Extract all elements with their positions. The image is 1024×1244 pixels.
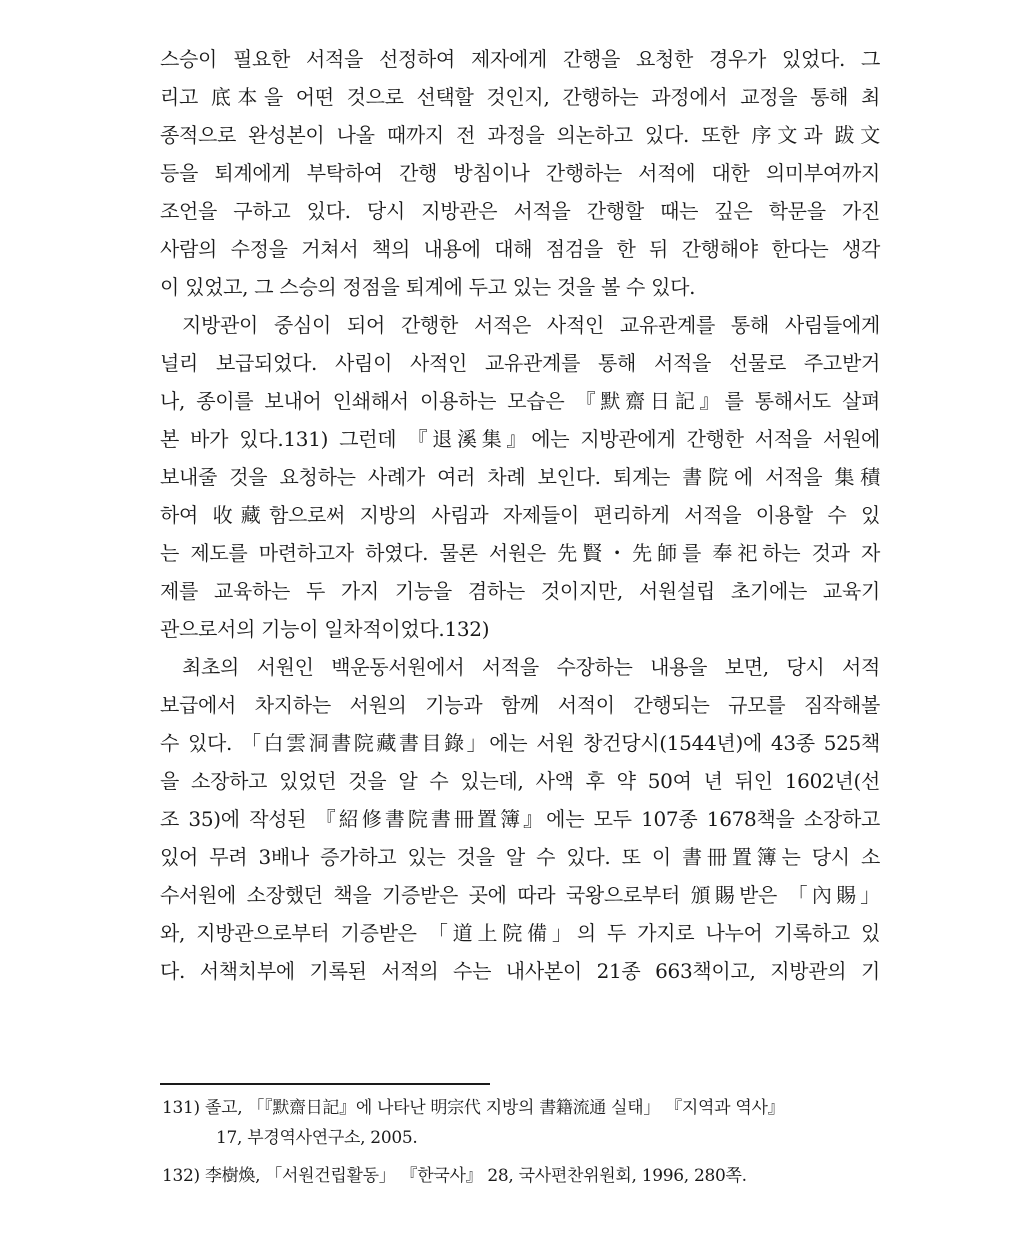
body-line: 등을 퇴계에게 부탁하여 간행 방침이나 간행하는 서적에 대한 의미부여까지 <box>160 161 880 185</box>
body-line: 본 바가 있다.131) 그런데 『退溪集』에는 지방관에게 간행한 서적을 서원에 <box>160 427 880 451</box>
body-line: 와, 지방관으로부터 기증받은 「道上院備」의 두 가지로 나누어 기록하고 있 <box>160 921 880 945</box>
body-line: 나, 종이를 보내어 인쇄해서 이용하는 모습은 『默齋日記』를 통해서도 살펴 <box>160 389 880 413</box>
body-line: 널리 보급되었다. 사림이 사적인 교유관계를 통해 서적을 선물로 주고받거 <box>160 351 880 375</box>
body-line: 최초의 서원인 백운동서원에서 서적을 수장하는 내용을 보면, 당시 서적 <box>182 655 880 679</box>
body-line: 는 제도를 마련하고자 하였다. 물론 서원은 先賢・先師를 奉祀하는 것과 자 <box>160 541 880 565</box>
footnote-divider <box>160 1083 490 1085</box>
body-line: 종적으로 완성본이 나올 때까지 전 과정을 의논하고 있다. 또한 序文과 跋文 <box>160 123 880 147</box>
body-line: 보내줄 것을 요청하는 사례가 여러 차례 보인다. 퇴계는 書院에 서적을 集積 <box>160 465 880 489</box>
body-line: 조언을 구하고 있다. 당시 지방관은 서적을 간행할 때는 깊은 학문을 가진 <box>160 199 880 223</box>
body-line: 다. 서책치부에 기록된 서적의 수는 내사본이 21종 663책이고, 지방관의 기 <box>160 959 880 983</box>
body-line: 관으로서의 기능이 일차적이었다.132) <box>160 617 490 641</box>
body-line: 이 있었고, 그 스승의 정점을 퇴계에 두고 있는 것을 볼 수 있다. <box>160 275 696 299</box>
footnote-132: 132) 李樹煥, 「서원건립활동」 『한국사』 28, 국사편찬위원회, 1996, 280쪽. <box>162 1166 747 1186</box>
body-text <box>160 40 880 990</box>
body-line: 스승이 필요한 서적을 선정하여 제자에게 간행을 요청한 경우가 있었다. 그 <box>160 47 880 71</box>
body-line: 조 35)에 작성된 『紹修書院書冊置簿』에는 모두 107종 1678책을 소장하고 <box>160 807 880 831</box>
body-line: 하여 收藏함으로써 지방의 사림과 자제들이 편리하게 서적을 이용할 수 있 <box>160 503 880 527</box>
footnotes <box>162 1093 882 1191</box>
body-line: 사람의 수정을 거쳐서 책의 내용에 대해 점검을 한 뒤 간행해야 한다는 생각 <box>160 237 880 261</box>
body-line: 수서원에 소장했던 책을 기증받은 곳에 따라 국왕으로부터 頒賜받은 「內賜」 <box>160 883 880 907</box>
body-line: 지방관이 중심이 되어 간행한 서적은 사적인 교유관계를 통해 사림들에게 <box>182 313 880 337</box>
body-line: 있어 무려 3배나 증가하고 있는 것을 알 수 있다. 또 이 書冊置簿는 당시 소 <box>160 845 880 869</box>
body-line: 보급에서 차지하는 서원의 기능과 함께 서적이 간행되는 규모를 짐작해볼 <box>160 693 880 717</box>
body-line: 수 있다. 「白雲洞書院藏書目錄」에는 서원 창건당시(1544년)에 43종 525책 <box>160 731 880 755</box>
footnote-131-continuation: 17, 부경역사연구소, 2005. <box>216 1128 418 1148</box>
body-line: 을 소장하고 있었던 것을 알 수 있는데, 사액 후 약 50여 년 뒤인 1602년(선 <box>160 769 880 793</box>
body-line: 제를 교육하는 두 가지 기능을 겸하는 것이지만, 서원설립 초기에는 교육기 <box>160 579 880 603</box>
footnote-131: 131) 졸고, 「『默齋日記』에 나타난 明宗代 지방의 書籍流通 실태」 『지역과 역사』 <box>162 1098 785 1118</box>
body-line: 리고 底本을 어떤 것으로 선택할 것인지, 간행하는 과정에서 교정을 통해 최 <box>160 85 880 109</box>
